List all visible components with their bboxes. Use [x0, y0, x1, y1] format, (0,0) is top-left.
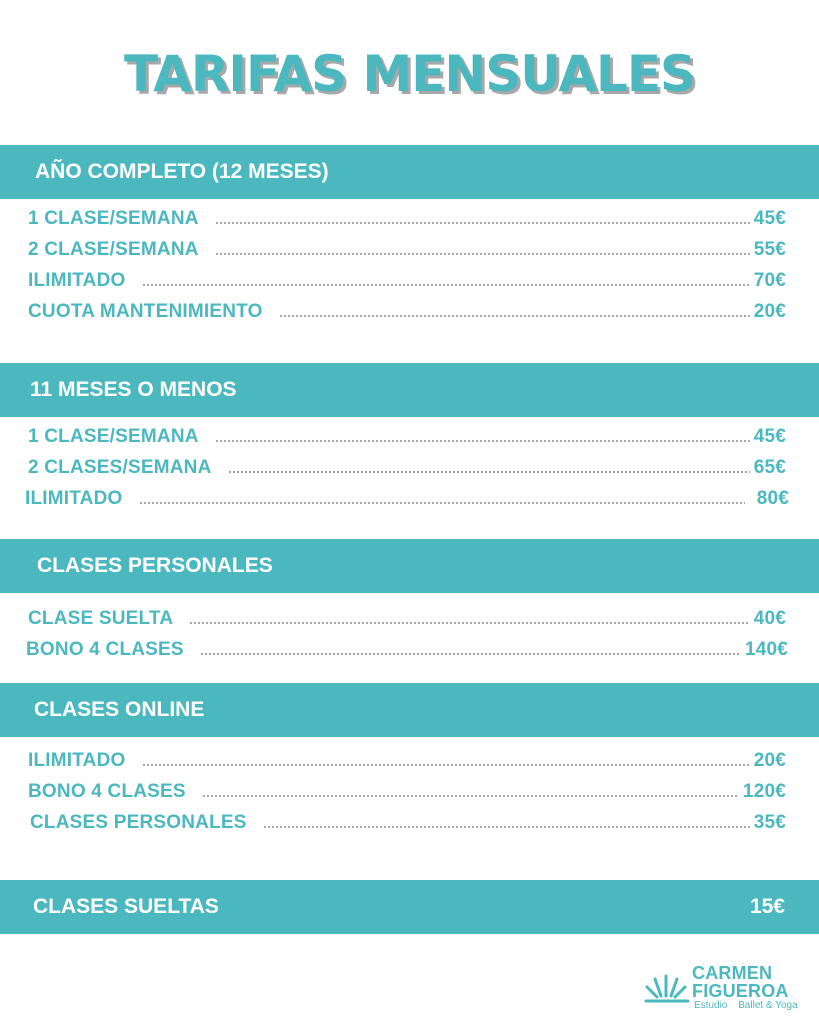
section-heading-eleven-months — [0, 363, 819, 417]
price-row — [30, 811, 786, 835]
price-row-label: CLASE SUELTA — [28, 608, 174, 629]
price-row-label: 2 CLASES/SEMANA — [28, 457, 212, 478]
single-classes-label: CLASES SUELTAS — [33, 895, 219, 918]
price-row — [28, 207, 786, 231]
section-heading-label: 11 MESES O MENOS — [30, 378, 237, 401]
price-row — [28, 238, 786, 262]
price-row-value: 45€ — [753, 208, 786, 229]
logo-tagline-right: Ballet & Yoga — [738, 1000, 798, 1011]
section-heading-label: CLASES PERSONALES — [37, 554, 273, 577]
price-row — [28, 456, 786, 480]
page-title: TARIFAS MENSUALES — [123, 45, 696, 103]
price-row-label: CLASES PERSONALES — [30, 812, 247, 833]
section-heading-online-classes — [0, 683, 819, 737]
dotted-leader — [142, 283, 750, 287]
price-row — [26, 638, 788, 662]
logo-line-2: FIGUEROA — [692, 981, 789, 1001]
sunburst-icon — [642, 970, 692, 1006]
single-classes-price: 15€ — [749, 895, 785, 918]
dotted-leader — [263, 825, 750, 829]
price-row-value: 40€ — [753, 608, 786, 629]
price-row — [28, 780, 786, 804]
price-row-value: 45€ — [753, 426, 786, 447]
dotted-leader — [215, 252, 750, 256]
price-row-label: ILIMITADO — [28, 270, 126, 291]
price-row — [25, 487, 789, 511]
section-heading-label: CLASES ONLINE — [34, 698, 205, 721]
logo-wordmark — [692, 964, 789, 1000]
price-row-value: 35€ — [753, 812, 786, 833]
price-row — [28, 607, 786, 631]
price-row-label: BONO 4 CLASES — [28, 781, 186, 802]
price-row — [28, 749, 786, 773]
dotted-leader — [139, 501, 745, 505]
price-row-label: ILIMITADO — [28, 750, 126, 771]
price-row-label: 1 CLASE/SEMANA — [28, 208, 199, 229]
price-row-value: 80€ — [756, 488, 789, 509]
price-row-label: CUOTA MANTENIMIENTO — [28, 301, 263, 322]
price-row-label: 2 CLASE/SEMANA — [28, 239, 199, 260]
section-heading-full-year — [0, 145, 819, 199]
price-row-value: 70€ — [753, 270, 786, 291]
single-classes-band — [0, 880, 819, 934]
price-row-label: ILIMITADO — [25, 488, 123, 509]
dotted-leader — [200, 652, 741, 656]
price-row — [28, 269, 786, 293]
price-row-label: 1 CLASE/SEMANA — [28, 426, 199, 447]
dotted-leader — [202, 794, 739, 798]
section-heading-personal-classes — [0, 539, 819, 593]
dotted-leader — [142, 763, 750, 767]
dotted-leader — [228, 470, 750, 474]
dotted-leader — [215, 439, 750, 443]
price-row-value: 140€ — [744, 639, 788, 660]
logo-tagline — [694, 1000, 798, 1011]
dotted-leader — [279, 314, 750, 318]
logo-line-1: CARMEN — [692, 963, 773, 983]
price-row-value: 65€ — [753, 457, 786, 478]
price-row — [28, 425, 786, 449]
section-heading-label: AÑO COMPLETO (12 MESES) — [35, 160, 329, 183]
studio-logo — [640, 962, 800, 1012]
price-row-label: BONO 4 CLASES — [26, 639, 184, 660]
price-row-value: 120€ — [742, 781, 786, 802]
price-row-value: 55€ — [753, 239, 786, 260]
dotted-leader — [215, 221, 750, 225]
dotted-leader — [189, 621, 749, 625]
price-row — [28, 300, 786, 324]
price-row-value: 20€ — [753, 301, 786, 322]
logo-tagline-left: Estudio — [694, 1000, 728, 1011]
price-row-value: 20€ — [753, 750, 786, 771]
